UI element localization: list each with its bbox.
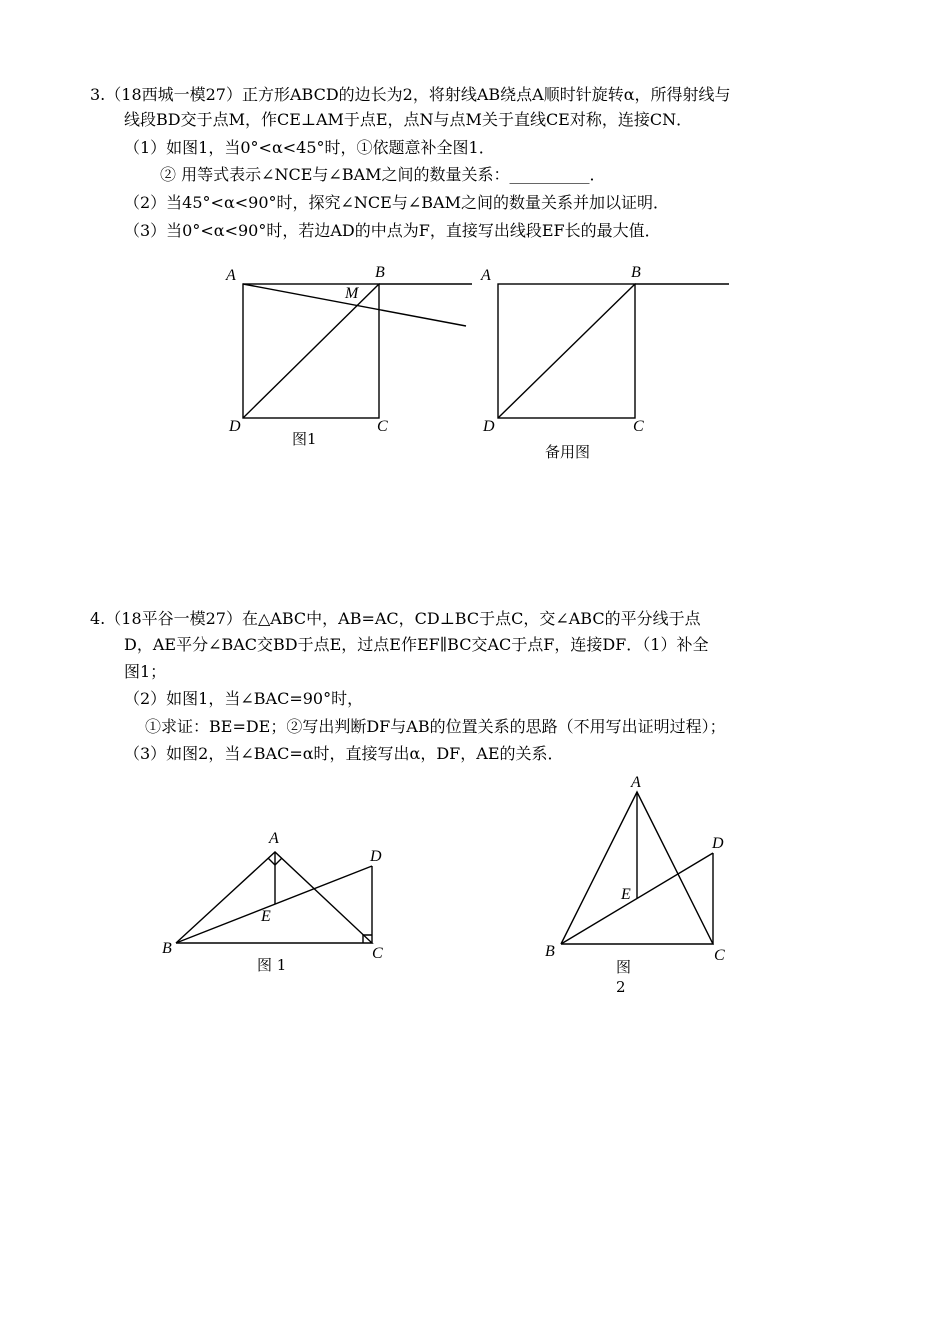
p3-fig2-label-d: D [483,418,495,435]
p4-fig1-caption: 图 1 [257,956,287,974]
p4-fig2-label-d: D [712,835,724,852]
p4-fig1-label-b: B [162,940,172,957]
p3-fig1-label-b: B [375,264,385,281]
p4-fig2-label-b: B [545,943,555,960]
p4-fig2-label-a: A [631,774,641,791]
p4-line6: （3）如图2，当∠BAC=α时，直接写出α，DF，AE的关系． [124,744,564,763]
p4-fig1-label-e: E [261,908,271,925]
p3-line2: 线段BD交于点M，作CE⊥AM于点E，点N与点M关于直线CE对称，连接CN． [124,110,693,129]
p3-line5: （2）当45°<α<90°时，探究∠NCE与∠BAM之间的数量关系并加以证明． [124,193,669,212]
p4-line1: 4.（18平谷一模27）在△ABC中，AB=AC，CD⊥BC于点C，交∠ABC的平分线于点 [90,609,701,628]
p3-line4: ② 用等式表示∠NCE与∠BAM之间的数量关系：__________． [160,165,606,184]
p4-line5: ①求证：BE=DE；②写出判断DF与AB的位置关系的思路（不用写出证明过程）； [145,717,726,736]
p3-line1: 3.（18西城一模27）正方形ABCD的边长为2，将射线AB绕点A顺时针旋转α，所得射线与 [90,85,731,104]
p3-fig2-label-b: B [631,264,641,281]
p3-fig1-label-m: M [345,285,359,302]
p4-fig1-triangle-abc [176,852,372,943]
p3-fig2-label-a: A [481,267,491,284]
p4-fig2-label-e: E [621,886,631,903]
p4-fig1-label-d: D [370,848,382,865]
p3-fig1-caption: 图1 [292,430,317,448]
p4-line2: D，AE平分∠BAC交BD于点E，过点E作EF∥BC交AC于点F，连接DF．（1）补全 [124,635,709,654]
p3-fig2-label-c: C [633,418,644,435]
p4-fig2-caption-line1: 图 [616,958,632,976]
p4-fig2-caption-line2: 2 [616,978,626,996]
p4-fig1-segment-bd [176,866,372,943]
p4-fig2 [545,774,725,996]
p4-fig1 [162,830,383,974]
p4-fig1-label-c: C [372,945,383,962]
p3-line6: （3）当0°<α<90°时，若边AD的中点为F，直接写出线段EF长的最大值． [124,221,661,240]
p4-fig2-label-c: C [714,947,725,964]
p3-fig1-label-c: C [377,418,388,435]
p3-fig1-label-d: D [229,418,241,435]
p4-line3: 图1； [124,662,167,681]
p3-line3: （1）如图1，当0°<α<45°时，①依题意补全图1． [124,138,495,157]
p3-fig1-label-a: A [226,267,236,284]
p4-fig1-label-a: A [269,830,279,847]
p4-line4: （2）如图1，当∠BAC=90°时， [124,689,364,708]
p3-fig2-caption: 备用图 [545,443,591,461]
